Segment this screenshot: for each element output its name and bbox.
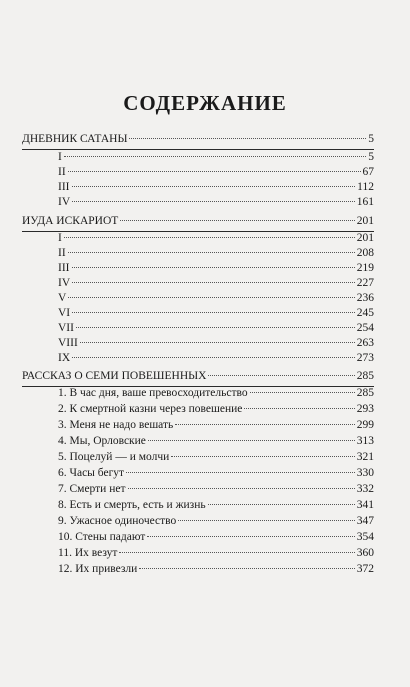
toc-entry[interactable] (58, 402, 374, 417)
entry-label: 1. В час дня, ваше превосходительство (58, 387, 248, 399)
toc-entry[interactable] (58, 482, 374, 497)
toc-entry[interactable] (58, 546, 374, 561)
page-number: 273 (356, 352, 374, 364)
page-number: 201 (356, 232, 374, 244)
section-title: РАССКАЗ О СЕМИ ПОВЕШЕННЫХ (22, 370, 207, 382)
page-number: 201 (356, 215, 374, 227)
page-number: 236 (356, 292, 374, 304)
entry-label: II (58, 166, 66, 178)
leader-dots (139, 568, 354, 569)
leader-dots (72, 282, 355, 283)
leader-dots (128, 488, 355, 489)
entry-label: 10. Стены падают (58, 531, 146, 543)
leader-dots (147, 536, 354, 537)
leader-dots (175, 424, 354, 425)
toc-entry[interactable] (58, 261, 374, 276)
toc-entry[interactable] (58, 231, 374, 246)
page-number: 5 (368, 151, 374, 163)
section-title: ИУДА ИСКАРИОТ (22, 215, 119, 227)
entry-label: 4. Мы, Орловские (58, 435, 146, 447)
toc-entry[interactable] (58, 434, 374, 449)
toc-entry[interactable] (58, 450, 374, 465)
leader-dots (120, 220, 354, 221)
toc-entry[interactable] (58, 336, 374, 351)
page-number: 208 (356, 247, 374, 259)
toc-section[interactable] (22, 369, 374, 384)
toc-entry[interactable] (58, 514, 374, 529)
entry-label: 3. Меня не надо вешать (58, 419, 174, 431)
page-number: 67 (362, 166, 374, 178)
entry-label: V (58, 292, 67, 304)
page-number: 245 (356, 307, 374, 319)
page-number: 360 (356, 547, 374, 559)
entry-label: 5. Поцелуй — и молчи (58, 451, 170, 463)
entry-label: I (58, 151, 62, 163)
leader-dots (171, 456, 354, 457)
leader-dots (250, 392, 355, 393)
toc-entry[interactable] (58, 562, 374, 577)
entry-label: 11. Их везут (58, 547, 118, 559)
toc-entry[interactable] (58, 530, 374, 545)
entry-label: 12. Их привезли (58, 563, 138, 575)
leader-dots (72, 186, 356, 187)
leader-dots (72, 312, 355, 313)
toc-entry[interactable] (58, 418, 374, 433)
toc-section[interactable] (22, 132, 374, 147)
leader-dots (64, 156, 366, 157)
entry-label: 9. Ужасное одиночество (58, 515, 177, 527)
leader-dots (80, 342, 355, 343)
leader-dots (72, 267, 355, 268)
page-number: 219 (356, 262, 374, 274)
leader-dots (64, 237, 355, 238)
page-number: 263 (356, 337, 374, 349)
page-number: 293 (356, 403, 374, 415)
leader-dots (119, 552, 354, 553)
toc-entry[interactable] (58, 150, 374, 165)
leader-dots (126, 472, 355, 473)
toc-entry[interactable] (58, 351, 374, 366)
entry-label: IV (58, 196, 71, 208)
page-number: 285 (356, 370, 374, 382)
entry-label: 6. Часы бегут (58, 467, 125, 479)
toc-entry[interactable] (58, 276, 374, 291)
entry-label: II (58, 247, 66, 259)
entry-label: 8. Есть и смерть, есть и жизнь (58, 499, 206, 511)
page-number: 313 (356, 435, 374, 447)
page-number: 341 (356, 499, 374, 511)
leader-dots (76, 327, 355, 328)
toc-entry[interactable] (58, 466, 374, 481)
leader-dots (68, 252, 355, 253)
entry-label: III (58, 181, 70, 193)
page-number: 285 (356, 387, 374, 399)
toc-entry[interactable] (58, 291, 374, 306)
page-title: СОДЕРЖАНИЕ (123, 91, 287, 115)
page-number: 112 (357, 181, 374, 193)
toc-entry[interactable] (58, 498, 374, 513)
entry-label: IV (58, 277, 71, 289)
page-number: 299 (356, 419, 374, 431)
page-number: 321 (356, 451, 374, 463)
leader-dots (68, 297, 354, 298)
toc-entry[interactable] (58, 165, 374, 180)
page-number: 161 (356, 196, 374, 208)
leader-dots (148, 440, 355, 441)
leader-dots (129, 138, 366, 139)
page-number: 254 (356, 322, 374, 334)
leader-dots (178, 520, 355, 521)
section-title: ДНЕВНИК САТАНЫ (22, 133, 128, 145)
leader-dots (244, 408, 354, 409)
leader-dots (72, 201, 355, 202)
entry-label: III (58, 262, 70, 274)
toc-entry[interactable] (58, 321, 374, 336)
page-number: 372 (356, 563, 374, 575)
toc-section[interactable] (22, 214, 374, 229)
entry-label: I (58, 232, 62, 244)
toc-entry[interactable] (58, 246, 374, 261)
entry-label: IX (58, 352, 71, 364)
page-number: 354 (356, 531, 374, 543)
toc-entry[interactable] (58, 180, 374, 195)
leader-dots (72, 357, 355, 358)
toc-entry[interactable] (58, 195, 374, 210)
page-number: 5 (368, 133, 374, 145)
entry-label: 2. К смертной казни через повешение (58, 403, 243, 415)
page-number: 347 (356, 515, 374, 527)
leader-dots (208, 504, 355, 505)
leader-dots (208, 375, 354, 376)
entry-label: VII (58, 322, 74, 334)
page-number: 227 (356, 277, 374, 289)
entry-label: 7. Смерти нет (58, 483, 126, 495)
leader-dots (68, 171, 361, 172)
entry-label: VI (58, 307, 71, 319)
page-number: 332 (356, 483, 374, 495)
entry-label: VIII (58, 337, 78, 349)
toc-entry[interactable] (58, 386, 374, 401)
toc-entry[interactable] (58, 306, 374, 321)
page-number: 330 (356, 467, 374, 479)
